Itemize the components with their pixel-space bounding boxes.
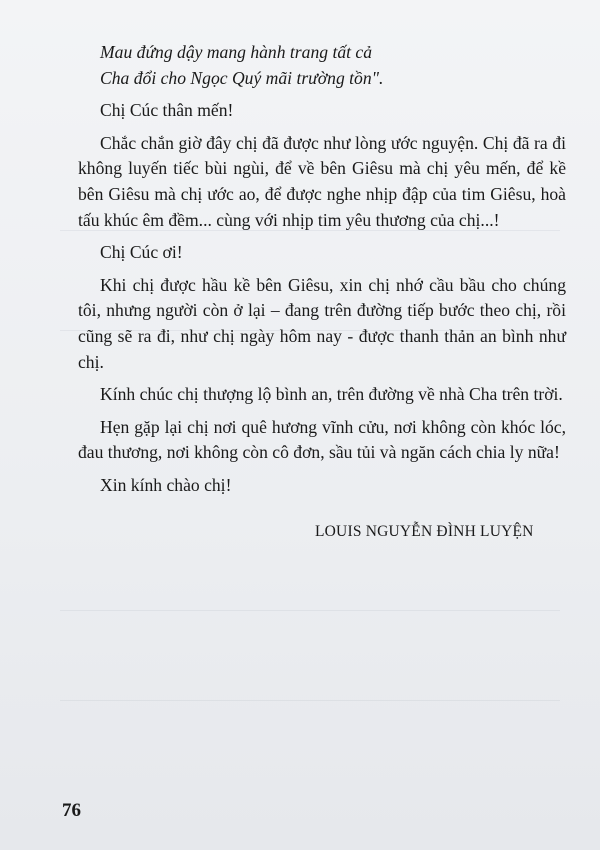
bleed-through-line: [60, 700, 560, 701]
salutation: Chị Cúc thân mến!: [100, 100, 234, 121]
closing: Xin kính chào chị!: [100, 474, 232, 495]
paragraph: Hẹn gặp lại chị nơi quê hương vĩnh cửu, nơi không còn khóc lóc, đau thương, nơi không còn cô đơn, sầu tủi và ngăn cách chia ly nữa!: [78, 416, 566, 463]
salutation: Chị Cúc ơi!: [100, 242, 183, 263]
verse-line: Cha đổi cho Ngọc Quý mãi trường tồn".: [100, 67, 384, 88]
page-number: 76: [62, 800, 81, 821]
paragraph: Kính chúc chị thượng lộ bình an, trên đường về nhà Cha trên trời.: [100, 384, 563, 405]
paragraph: Chắc chắn giờ đây chị đã được như lòng ước nguyện. Chị đã ra đi không luyến tiếc bùi ngùi, để về bên Giêsu mà chị yêu mến, để kề bên Giêsu mà chị ước ao, để được nghe nhịp đập của tim Giêsu, hoà tấu khúc êm đềm... cùng với nhịp tim yêu thương của chị...!: [78, 132, 566, 230]
bleed-through-line: [60, 610, 560, 611]
body-text: [78, 40, 566, 499]
verse-line: Mau đứng dậy mang hành trang tất cả: [100, 42, 373, 62]
verse-block: [100, 40, 566, 91]
author-signature: LOUIS NGUYỄN ĐÌNH LUYỆN: [315, 523, 534, 540]
paragraph: Khi chị được hầu kề bên Giêsu, xin chị nhớ cầu bầu cho chúng tôi, nhưng người còn ở lại – đang trên đường tiếp bước theo chị, rồi cũng sẽ ra đi, như chị ngày hôm nay - được thanh thản an bình như chị.: [78, 274, 566, 372]
